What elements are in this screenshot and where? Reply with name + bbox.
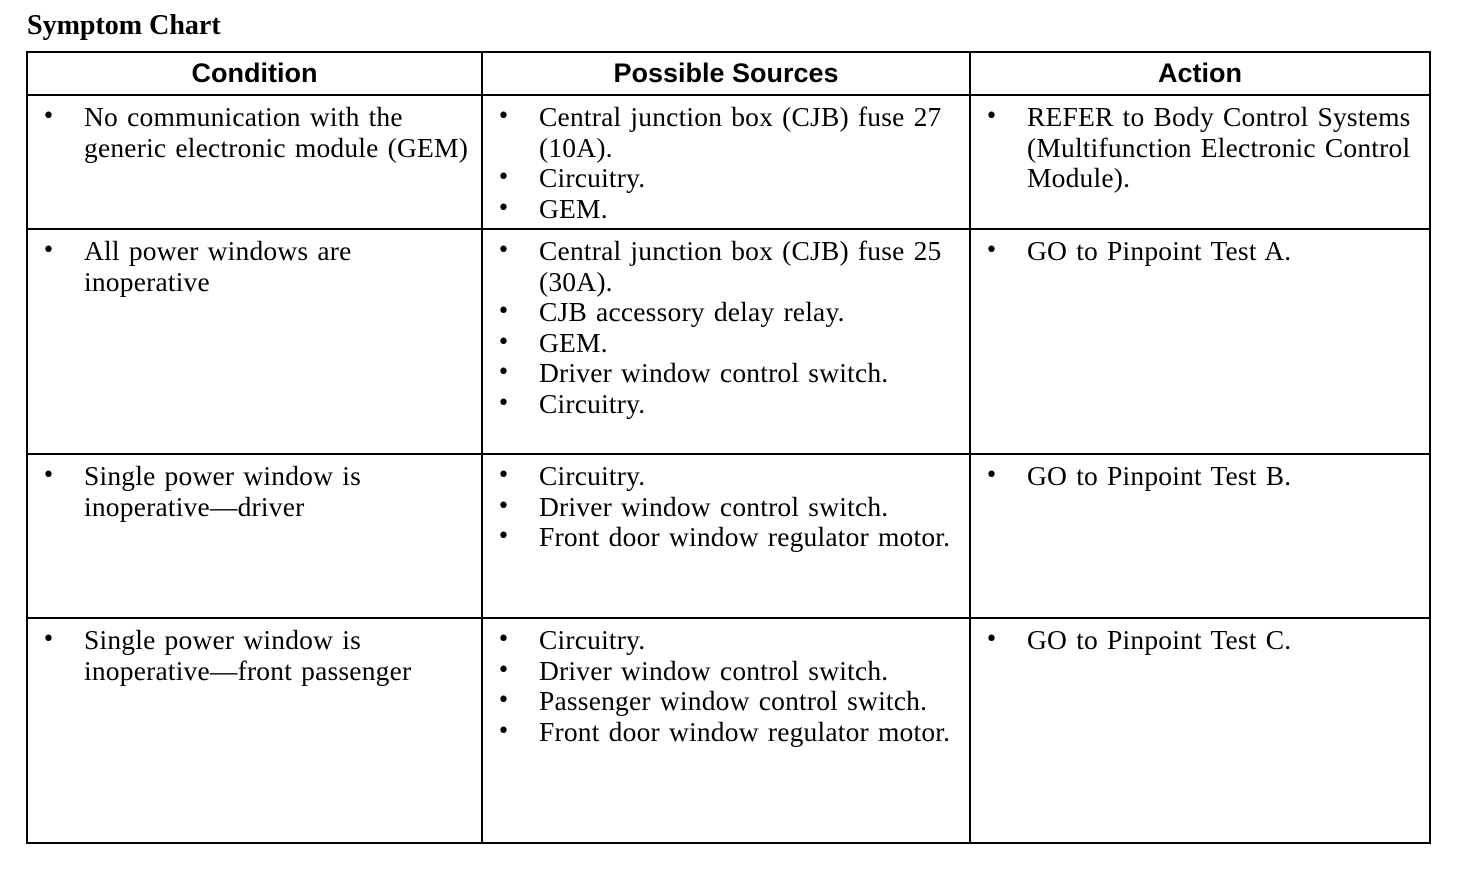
source-text: Circuitry. bbox=[539, 387, 646, 419]
list-item bbox=[971, 102, 1421, 194]
condition-cell bbox=[27, 454, 482, 618]
condition-text: No communication with the generic electronic module (GEM) bbox=[84, 101, 469, 163]
bullet-icon: • bbox=[497, 524, 511, 549]
sources-cell bbox=[482, 229, 970, 454]
list-item bbox=[483, 686, 961, 717]
bullet-icon: • bbox=[497, 195, 511, 221]
list-item bbox=[483, 102, 961, 163]
list-item bbox=[483, 194, 961, 225]
source-text: Circuitry. bbox=[539, 624, 646, 655]
bullet-icon: • bbox=[985, 238, 999, 263]
action-text: GO to Pinpoint Test A. bbox=[1027, 235, 1292, 266]
list-item bbox=[28, 102, 473, 163]
action-cell bbox=[970, 229, 1430, 454]
source-text: GEM. bbox=[539, 192, 608, 224]
condition-list bbox=[28, 619, 481, 690]
bullet-icon: • bbox=[497, 718, 511, 744]
table-row bbox=[27, 229, 1430, 454]
condition-text: Single power window is inoperative—driver bbox=[84, 460, 361, 522]
source-text: Front door window regulator motor. bbox=[539, 521, 951, 552]
list-item bbox=[971, 461, 1421, 492]
bullet-icon: • bbox=[985, 627, 999, 652]
bullet-icon: • bbox=[497, 688, 511, 713]
bullet-icon: • bbox=[497, 329, 511, 355]
action-cell bbox=[970, 95, 1430, 229]
source-text: Circuitry. bbox=[539, 460, 646, 491]
bullet-icon: • bbox=[985, 463, 999, 488]
source-text: GEM. bbox=[539, 326, 608, 358]
list-item bbox=[28, 236, 473, 297]
list-item bbox=[483, 236, 961, 297]
bullet-icon: • bbox=[497, 493, 511, 519]
list-item bbox=[483, 389, 961, 420]
table-header-row bbox=[27, 52, 1430, 95]
symptom-chart-table bbox=[26, 51, 1431, 844]
action-text: GO to Pinpoint Test C. bbox=[1027, 624, 1292, 655]
table-row bbox=[27, 95, 1430, 229]
source-text: Driver window control switch. bbox=[539, 357, 889, 388]
bullet-icon: • bbox=[985, 104, 999, 129]
bullet-icon: • bbox=[42, 463, 56, 488]
condition-list bbox=[28, 230, 481, 301]
bullet-icon: • bbox=[497, 299, 511, 324]
condition-text: All power windows are inoperative bbox=[84, 235, 352, 297]
action-cell bbox=[970, 454, 1430, 618]
column-header-possible-sources: Possible Sources bbox=[482, 52, 970, 95]
sources-cell bbox=[482, 95, 970, 229]
condition-text: Single power window is inoperative—front passenger bbox=[84, 624, 412, 686]
column-header-condition: Condition bbox=[27, 52, 482, 95]
column-header-action: Action bbox=[970, 52, 1430, 95]
list-item bbox=[483, 163, 961, 194]
source-text: CJB accessory delay relay. bbox=[539, 296, 845, 327]
bullet-icon: • bbox=[497, 657, 511, 683]
sources-cell bbox=[482, 618, 970, 843]
action-list bbox=[971, 230, 1429, 271]
sources-list bbox=[483, 619, 969, 751]
condition-list bbox=[28, 96, 481, 167]
list-item bbox=[28, 461, 473, 522]
source-text: Driver window control switch. bbox=[539, 654, 889, 686]
source-text: Passenger window control switch. bbox=[539, 685, 928, 716]
list-item bbox=[28, 625, 473, 686]
table-row bbox=[27, 618, 1430, 843]
list-item bbox=[971, 625, 1421, 656]
action-list bbox=[971, 619, 1429, 660]
bullet-icon: • bbox=[42, 104, 56, 129]
bullet-icon: • bbox=[497, 390, 511, 416]
action-cell bbox=[970, 618, 1430, 843]
source-text: Central junction box (CJB) fuse 27 (10A). bbox=[539, 101, 942, 163]
condition-cell bbox=[27, 95, 482, 229]
sources-cell bbox=[482, 454, 970, 618]
bullet-icon: • bbox=[497, 238, 511, 263]
source-text: Front door window regulator motor. bbox=[539, 715, 951, 747]
source-text: Circuitry. bbox=[539, 162, 646, 193]
list-item bbox=[483, 297, 961, 328]
bullet-icon: • bbox=[497, 104, 511, 129]
action-text: GO to Pinpoint Test B. bbox=[1027, 460, 1292, 491]
list-item bbox=[483, 625, 961, 656]
sources-list bbox=[483, 230, 969, 423]
list-item bbox=[483, 358, 961, 389]
bullet-icon: • bbox=[42, 627, 56, 652]
table-row bbox=[27, 454, 1430, 618]
bullet-icon: • bbox=[42, 238, 56, 263]
sources-list bbox=[483, 455, 969, 557]
bullet-icon: • bbox=[497, 360, 511, 385]
condition-list bbox=[28, 455, 481, 526]
list-item bbox=[483, 522, 961, 553]
page-title: Symptom Chart bbox=[27, 10, 221, 41]
source-text: Central junction box (CJB) fuse 25 (30A). bbox=[539, 235, 942, 297]
sources-list bbox=[483, 96, 969, 228]
condition-cell bbox=[27, 229, 482, 454]
list-item bbox=[483, 461, 961, 492]
condition-cell bbox=[27, 618, 482, 843]
source-text: Driver window control switch. bbox=[539, 490, 889, 522]
action-list bbox=[971, 96, 1429, 198]
list-item bbox=[483, 492, 961, 523]
bullet-icon: • bbox=[497, 463, 511, 488]
bullet-icon: • bbox=[497, 165, 511, 190]
action-list bbox=[971, 455, 1429, 496]
list-item bbox=[483, 328, 961, 359]
action-text: REFER to Body Control Systems (Multifunction Electronic Control Module). bbox=[1027, 101, 1411, 193]
bullet-icon: • bbox=[497, 627, 511, 652]
list-item bbox=[971, 236, 1421, 267]
list-item bbox=[483, 656, 961, 687]
list-item bbox=[483, 717, 961, 748]
